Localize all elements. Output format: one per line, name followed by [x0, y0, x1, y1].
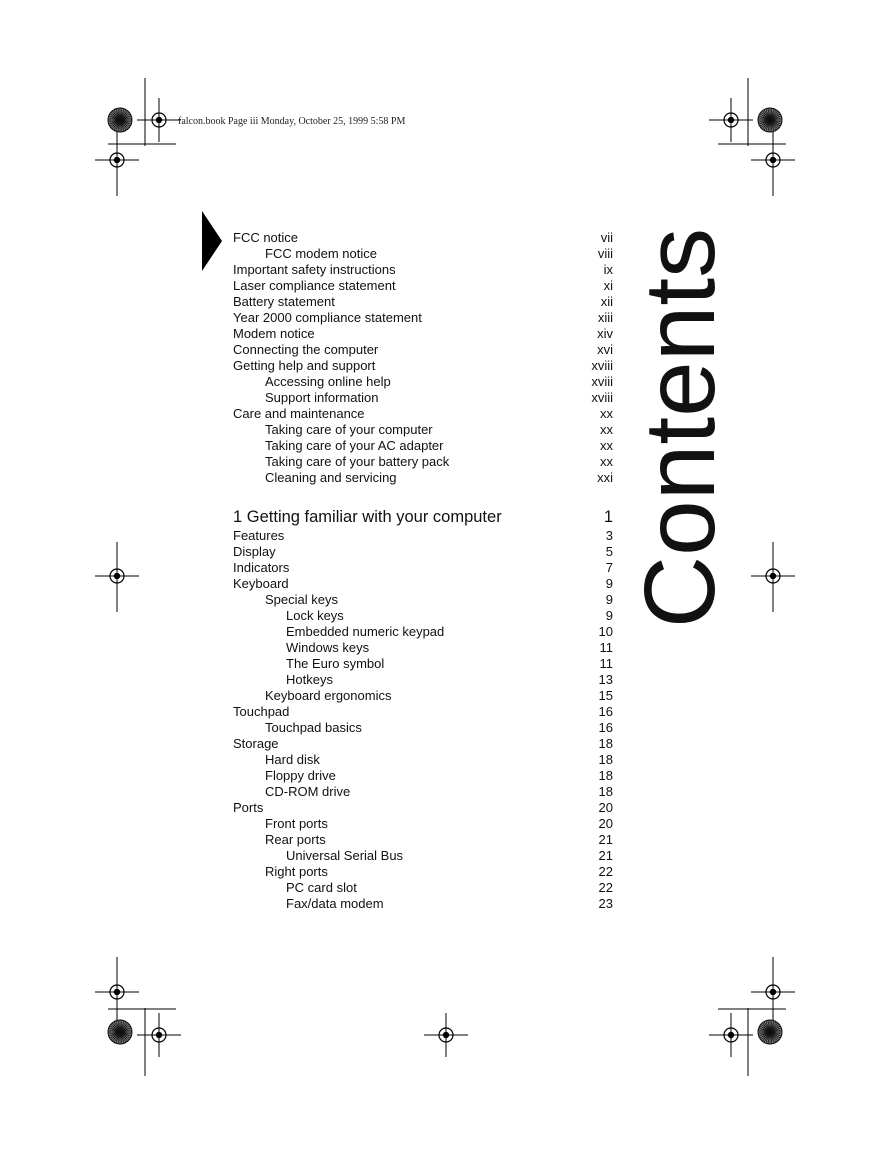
registration-target-icon [751, 554, 795, 598]
toc-entry-title: Taking care of your AC adapter [265, 438, 444, 453]
toc-entry[interactable] [233, 528, 613, 544]
registration-target-icon [95, 970, 139, 1014]
toc-entry-title: FCC notice [233, 230, 299, 245]
toc-entry-page: xviii [591, 374, 613, 389]
toc-entry-title: CD-ROM drive [265, 784, 351, 799]
toc-entry-page: xii [600, 294, 613, 309]
toc-entry-title: Floppy drive [265, 768, 336, 783]
toc-entry-title: Year 2000 compliance statement [233, 310, 422, 325]
toc-entry[interactable] [233, 246, 613, 262]
toc-entry-title: Right ports [265, 864, 328, 879]
toc-entry[interactable] [233, 592, 613, 608]
toc-entry-title: Universal Serial Bus [286, 848, 404, 863]
toc-entry[interactable] [233, 656, 613, 672]
toc-entry-title: Ports [233, 800, 264, 815]
toc-entry-page: 18 [598, 784, 613, 799]
toc-entry-page: 11 [599, 640, 613, 655]
toc-entry[interactable] [233, 640, 613, 656]
toc-entry-page: xx [600, 422, 613, 437]
toc-entry[interactable] [233, 800, 613, 816]
toc-entry-page: 23 [598, 896, 613, 911]
toc-entry-page: 16 [598, 704, 613, 719]
toc-entry-page: xxi [597, 470, 613, 485]
toc-entry[interactable] [233, 390, 613, 406]
toc-entry-title: Touchpad [233, 704, 290, 719]
toc-entry-page: 15 [598, 688, 613, 703]
toc-entry-title: Important safety instructions [233, 262, 396, 277]
toc-entry[interactable] [233, 720, 613, 736]
toc-entry-title: Features [233, 528, 285, 543]
toc-entry-title: Windows keys [286, 640, 370, 655]
registration-target-icon [424, 1013, 468, 1057]
toc-entry-title: The Euro symbol [286, 656, 385, 671]
toc-entry-page: 3 [605, 528, 613, 543]
registration-target-icon [95, 554, 139, 598]
toc-entry[interactable] [233, 560, 613, 576]
toc-entry-title: Fax/data modem [286, 896, 384, 911]
toc-entry-page: 21 [598, 832, 613, 847]
toc-entry-title: Display [233, 544, 276, 559]
toc-entry[interactable] [233, 736, 613, 752]
registration-target-icon [751, 970, 795, 1014]
toc-entry-title: Embedded numeric keypad [286, 624, 445, 639]
toc-entry[interactable] [233, 768, 613, 784]
toc-entry[interactable] [233, 784, 613, 800]
toc-entry[interactable] [233, 816, 613, 832]
toc-entry-title: Rear ports [265, 832, 326, 847]
toc-entry-page: xx [600, 406, 613, 421]
registration-target-icon [137, 1013, 181, 1057]
toc-entry[interactable] [233, 864, 613, 880]
toc-entry-page: 21 [598, 848, 613, 863]
registration-target-icon [137, 98, 181, 142]
toc-entry-title: Support information [265, 390, 379, 405]
toc-entry-title: Laser compliance statement [233, 278, 396, 293]
toc-entry-page: 18 [598, 768, 613, 783]
toc-entry-page: 20 [598, 816, 613, 831]
toc-entry-title: Hard disk [265, 752, 320, 767]
toc-entry[interactable] [233, 262, 613, 278]
toc-entry-title: Touchpad basics [265, 720, 362, 735]
registration-target-icon [95, 138, 139, 182]
toc-entry-page: viii [597, 246, 613, 261]
toc-entry[interactable] [233, 576, 613, 592]
starburst-mark-icon [758, 108, 782, 132]
toc-entry-title: Battery statement [233, 294, 335, 309]
print-slug: falcon.book Page iii Monday, October 25, 1999 5:58 PM [178, 116, 406, 127]
toc-entry[interactable] [233, 688, 613, 704]
toc-entry-title: Special keys [265, 592, 338, 607]
toc-entry-page: 22 [598, 864, 613, 879]
toc-entry[interactable] [233, 544, 613, 560]
toc-entry[interactable] [233, 294, 613, 310]
toc-entry[interactable] [233, 326, 613, 342]
toc-entry-page: xi [603, 278, 613, 293]
toc-entry-page: 9 [605, 608, 613, 623]
toc-entry-page: xx [600, 438, 613, 453]
toc-entry-title: Accessing online help [265, 374, 391, 389]
toc-entry[interactable] [233, 832, 613, 848]
toc-entry[interactable] [233, 672, 613, 688]
toc-entry-page: 5 [605, 544, 613, 559]
toc-entry-title: Storage [233, 736, 279, 751]
toc-entry-title: Indicators [233, 560, 290, 575]
toc-entry-title: FCC modem notice [265, 246, 377, 261]
toc-entry[interactable] [233, 470, 613, 486]
toc-entry-page: 9 [605, 592, 613, 607]
toc-entry[interactable] [233, 374, 613, 390]
toc-entry[interactable] [233, 342, 613, 358]
toc-entry[interactable] [233, 422, 613, 438]
toc-entry-page: 1 [603, 508, 613, 526]
toc-entry-page: xviii [591, 358, 613, 373]
toc-entry-title: PC card slot [286, 880, 357, 895]
toc-entry-page: 11 [599, 656, 613, 671]
toc-entry[interactable] [233, 278, 613, 294]
toc-entry-title: Cleaning and servicing [265, 470, 397, 485]
starburst-mark-icon [758, 1020, 782, 1044]
toc-entry-page: xvi [597, 342, 613, 357]
toc-entry-page: 9 [605, 576, 613, 591]
toc-entry[interactable] [233, 880, 613, 896]
toc-entry[interactable] [233, 896, 613, 912]
toc-entry-page: xiv [597, 326, 613, 341]
toc-entry[interactable] [233, 848, 613, 864]
toc-entry-title: Taking care of your computer [265, 422, 433, 437]
toc-entry-page: xiii [597, 310, 613, 325]
toc-entry-title: Lock keys [286, 608, 344, 623]
toc-entry-title: Connecting the computer [233, 342, 379, 357]
toc-entry[interactable] [233, 608, 613, 624]
toc-entry-page: xx [600, 454, 613, 469]
toc-entry[interactable] [233, 310, 613, 326]
toc-entry-page: 18 [598, 752, 613, 767]
registration-target-icon [751, 138, 795, 182]
toc-entry-title: Hotkeys [286, 672, 333, 687]
toc-entry-title: Taking care of your battery pack [265, 454, 450, 469]
toc-entry-title: Modem notice [233, 326, 315, 341]
toc-entry[interactable] [233, 752, 613, 768]
toc-entry[interactable] [233, 624, 613, 640]
toc-entry-page: 20 [598, 800, 613, 815]
toc-entry-page: 16 [598, 720, 613, 735]
toc-entry-title: 1 Getting familiar with your computer [233, 508, 502, 526]
toc-entry[interactable] [233, 358, 613, 374]
toc-entry-title: Getting help and support [233, 358, 376, 373]
toc-entry[interactable] [233, 406, 613, 422]
toc-entry[interactable] [233, 230, 613, 246]
toc-entry-title: Care and maintenance [233, 406, 365, 421]
toc-entry-page: 10 [598, 624, 613, 639]
toc-entry-page: vii [600, 230, 613, 245]
toc-entry-page: 22 [598, 880, 613, 895]
toc-entry-page: 18 [598, 736, 613, 751]
toc-entry[interactable] [233, 454, 613, 470]
toc-entry-title: Front ports [265, 816, 328, 831]
toc-entry[interactable] [233, 438, 613, 454]
starburst-mark-icon [108, 1020, 132, 1044]
toc-entry-page: xviii [591, 390, 613, 405]
registration-target-icon [709, 98, 753, 142]
starburst-mark-icon [108, 108, 132, 132]
toc-chapter-heading[interactable] [233, 506, 613, 528]
table-of-contents [233, 230, 613, 912]
toc-entry-title: Keyboard ergonomics [265, 688, 392, 703]
toc-entry-page: 7 [605, 560, 613, 575]
side-title: Contents [624, 227, 736, 629]
toc-entry-title: Keyboard [233, 576, 289, 591]
toc-entry-page: 13 [598, 672, 613, 687]
section-tab-arrow-icon [202, 211, 222, 271]
toc-entry-page: ix [603, 262, 613, 277]
registration-target-icon [709, 1013, 753, 1057]
toc-entry[interactable] [233, 704, 613, 720]
